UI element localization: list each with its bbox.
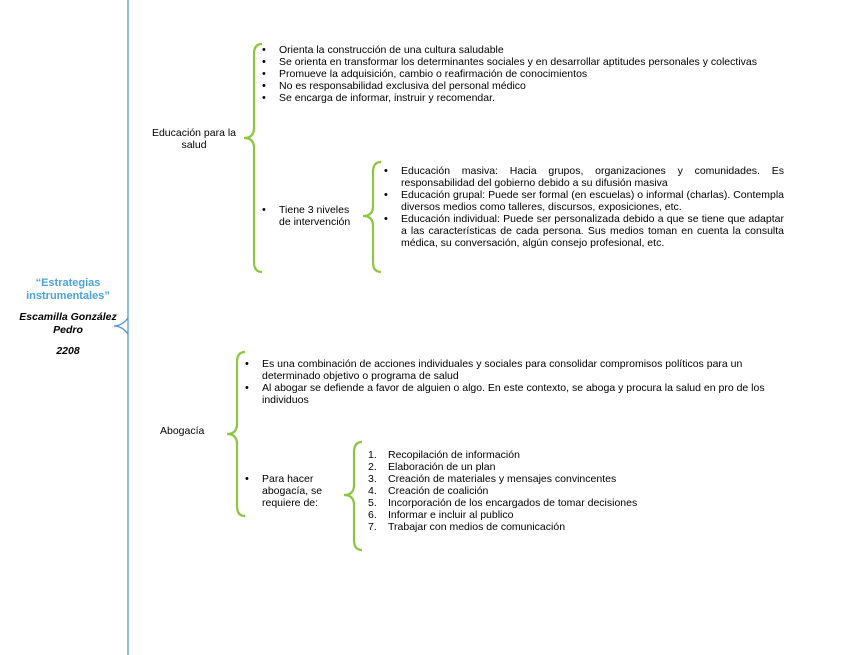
list-item: • Educación masiva: Hacia grupos, organizaciones y comunidades. Es responsabilidad del gobierno debido a su difusión masiva	[379, 165, 784, 189]
list-item: 7. Trabajar con medios de comunicación	[368, 521, 566, 533]
abogacia-label: Abogacía	[160, 425, 205, 437]
list-item: 3. Creación de materiales y mensajes convincentes	[368, 473, 617, 485]
educacion-list	[257, 44, 777, 104]
list-item: • No es responsabilidad exclusiva del personal médico	[257, 80, 777, 92]
requisitos-brace	[344, 442, 362, 550]
root-node	[14, 277, 122, 358]
root-number: 2208	[56, 345, 80, 357]
list-item: • Es una combinación de acciones individuales y sociales para consolidar compromisos políticos para un determinado objetivo o programa de salud	[240, 358, 780, 382]
educacion-label: Educación para la salud	[151, 127, 237, 151]
niveles-list	[379, 165, 784, 249]
list-item: 4. Creación de coalición	[368, 485, 489, 497]
list-item: 6. Informar e incluir al publico	[368, 509, 514, 521]
requisitos-label-list	[240, 473, 345, 509]
list-item: • Orienta la construcción de una cultura saludable	[257, 44, 777, 56]
list-item: • Al abogar se defiende a favor de alguien o algo. En este contexto, se aboga y procura la salud en pro de los individuos	[240, 382, 780, 406]
list-item: • Se encarga de informar, instruir y recomendar.	[257, 92, 777, 104]
abogacia-list	[240, 358, 780, 406]
requisitos-list	[368, 449, 768, 533]
requisitos-label: • Para hacer abogacía, se requiere de:	[240, 473, 345, 509]
niveles-label-list	[257, 204, 357, 228]
list-item: 2. Elaboración de un plan	[368, 461, 496, 473]
niveles-label: • Tiene 3 niveles de intervención	[257, 204, 357, 228]
root-author: Escamilla González Pedro	[19, 311, 117, 336]
list-item: 5. Incorporación de los encargados de tomar decisiones	[368, 497, 638, 509]
root-title: “Estrategias instrumentales”	[26, 277, 110, 302]
list-item: • Educación individual: Puede ser personalizada debido a que se tiene que adaptar a las características de cada persona. Sus medios toman en cuenta la consulta médica, su conversación, algún consejo profesional, etc.	[379, 213, 784, 249]
list-item: • Promueve la adquisición, cambio o reafirmación de conocimientos	[257, 68, 777, 80]
list-item: 1. Recopilación de información	[368, 449, 520, 461]
list-item: • Se orienta en transformar los determinantes sociales y en desarrollar aptitudes personales y colectivas	[257, 56, 777, 68]
list-item: • Educación grupal: Puede ser formal (en escuelas) o informal (charlas). Contempla diversos medios como talleres, discursos, exposiciones, etc.	[379, 189, 784, 213]
